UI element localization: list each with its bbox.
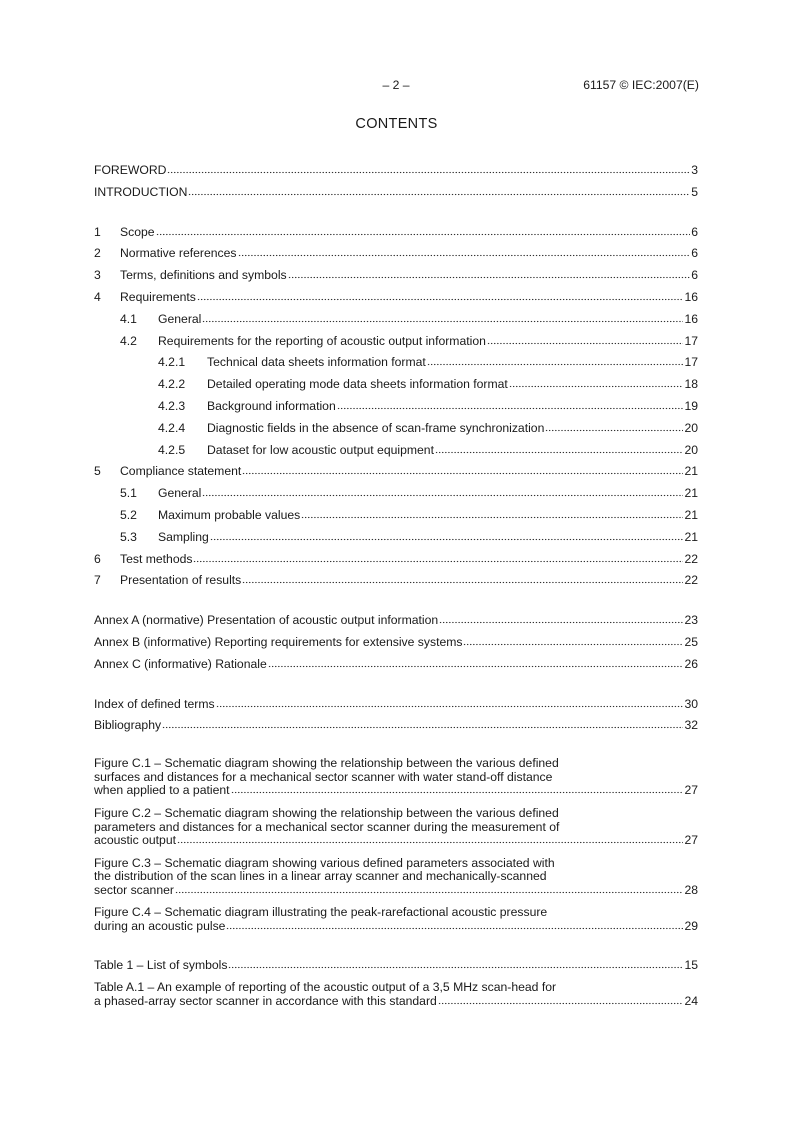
toc-entry-page: 17 — [684, 333, 698, 348]
toc-entry-page: 17 — [684, 355, 698, 370]
toc-entry-number: 4.2.2 — [158, 377, 186, 392]
toc-entry-number: 4 — [94, 289, 101, 304]
toc-entry-title: Test methods — [120, 551, 193, 566]
toc-entry-page: 5 — [691, 184, 698, 199]
page-number-marker: – 2 – — [382, 78, 410, 92]
toc-entry[interactable] — [94, 757, 698, 798]
toc-entry[interactable] — [94, 981, 698, 1008]
leader-dots — [210, 531, 684, 541]
toc-entry[interactable] — [94, 243, 698, 265]
toc-entry-title-line — [94, 920, 698, 934]
toc-entry[interactable] — [94, 160, 698, 182]
toc-entry[interactable] — [94, 352, 698, 374]
document-reference: 61157 © IEC:2007(E) — [583, 78, 699, 92]
toc-back-matter — [94, 694, 698, 738]
leader-dots — [242, 465, 683, 475]
leader-dots — [193, 553, 683, 563]
toc-entry-title: Terms, definitions and symbols — [120, 268, 287, 283]
leader-dots — [545, 422, 683, 432]
leader-dots — [427, 356, 684, 366]
toc-entry[interactable] — [94, 374, 698, 396]
toc-entry-page: 21 — [684, 529, 698, 544]
toc-entry-title: Diagnostic fields in the absence of scan-frame synchronization — [207, 420, 545, 435]
toc-entry-number: 7 — [94, 573, 101, 588]
toc-entry[interactable] — [94, 694, 698, 716]
toc-entry-page: 6 — [691, 268, 698, 283]
toc-entry-title: Bibliography — [94, 718, 162, 733]
leader-dots — [337, 400, 684, 410]
toc-entry-number: 2 — [94, 246, 101, 261]
toc-entry[interactable] — [94, 959, 698, 973]
leader-dots — [509, 378, 684, 388]
toc-tables — [94, 959, 698, 1009]
toc-entry-page: 30 — [684, 696, 698, 711]
toc-entry-title-line — [94, 884, 698, 898]
toc-entry-page: 20 — [684, 420, 698, 435]
toc-entry-page: 21 — [684, 464, 698, 479]
toc-entry-title-line — [94, 959, 698, 973]
toc-entry[interactable] — [94, 654, 698, 676]
toc-entry-number: 4.1 — [120, 311, 137, 326]
toc-entry[interactable] — [94, 287, 698, 309]
page-title: CONTENTS — [355, 116, 438, 132]
leader-dots — [202, 487, 683, 497]
toc-entry[interactable] — [94, 331, 698, 353]
toc-entry[interactable] — [94, 857, 698, 898]
toc-entry-number: 4.2.4 — [158, 420, 186, 435]
toc-annexes — [94, 610, 698, 675]
toc-entry[interactable] — [94, 549, 698, 571]
toc-entry-title: during an acoustic pulse — [94, 919, 226, 934]
toc-entry-title: Scope — [120, 224, 155, 239]
toc-entry-title-line: Figure C.1 – Schematic diagram showing the relationship between the various defined — [94, 756, 559, 771]
toc-entry-title: Maximum probable values — [158, 507, 301, 522]
toc-entry-title-line: parameters and distances for a mechanical sector scanner during the measurement of — [94, 819, 560, 834]
toc-entry-page: 32 — [684, 718, 698, 733]
toc-entry-title: Dataset for low acoustic output equipment — [207, 442, 434, 457]
toc-entry-title-line: Table A.1 – An example of reporting of the acoustic output of a 3,5 MHz scan-head for — [94, 980, 557, 995]
toc-entry-page: 15 — [684, 957, 698, 972]
toc-entry-title: Index of defined terms — [94, 696, 215, 711]
toc-entry[interactable] — [94, 610, 698, 632]
toc-entry-title: Compliance statement — [120, 464, 242, 479]
leader-dots — [238, 247, 691, 257]
toc-entry-page: 20 — [684, 442, 698, 457]
leader-dots — [231, 784, 684, 794]
leader-dots — [162, 719, 683, 729]
leader-dots — [242, 574, 683, 584]
toc-entry-title: Background information — [207, 398, 336, 413]
leader-dots — [156, 226, 691, 236]
toc-entry-number: 4.2.5 — [158, 442, 186, 457]
toc-entry-title: Technical data sheets information format — [207, 355, 426, 370]
toc-entry[interactable] — [94, 222, 698, 244]
leader-dots — [268, 658, 684, 668]
leader-dots — [228, 959, 683, 969]
toc-entry-page: 23 — [684, 613, 698, 628]
toc-entry-title: FOREWORD — [94, 163, 167, 177]
toc-entry-title: Requirements — [120, 289, 196, 304]
toc-entry-title: General — [158, 311, 202, 326]
leader-dots — [188, 186, 690, 196]
toc-entry-page: 21 — [684, 486, 698, 501]
toc-entry[interactable] — [94, 570, 698, 592]
toc-entry-title: sector scanner — [94, 882, 174, 897]
toc-entry-title: when applied to a patient — [94, 783, 230, 798]
toc-entry-title-line — [94, 784, 698, 798]
toc-entry-title: INTRODUCTION — [94, 184, 188, 199]
leader-dots — [216, 698, 684, 708]
toc-figures — [94, 757, 698, 934]
toc-entry-number: 6 — [94, 551, 101, 566]
toc-entry[interactable] — [94, 483, 698, 505]
toc-entry-page: 21 — [684, 507, 698, 522]
leader-dots — [288, 269, 691, 279]
toc-entry[interactable] — [94, 309, 698, 331]
toc-entry-title: a phased-array sector scanner in accordance with this standard — [94, 993, 437, 1008]
toc-entry-title: Detailed operating mode data sheets information format — [207, 377, 508, 392]
toc-entry[interactable] — [94, 527, 698, 549]
toc-entry[interactable] — [94, 440, 698, 462]
toc-entry-page: 29 — [684, 919, 698, 934]
toc-entry-title-line — [94, 834, 698, 848]
toc-entry[interactable] — [94, 715, 698, 737]
toc-entry[interactable] — [94, 182, 698, 204]
leader-dots — [438, 995, 684, 1005]
toc-entry-page: 6 — [691, 246, 698, 261]
toc-entry[interactable] — [94, 632, 698, 654]
toc-entry-page: 27 — [684, 783, 698, 798]
toc-entry-title: Requirements for the reporting of acoustic output information — [158, 333, 486, 348]
toc-entry-title: Table 1 – List of symbols — [94, 957, 228, 972]
leader-dots — [175, 884, 684, 894]
toc-entry-page: 19 — [684, 398, 698, 413]
toc-entry-title: Annex B (informative) Reporting requirements for extensive systems — [94, 634, 463, 649]
leader-dots — [301, 509, 683, 519]
toc-entry-number: 5.3 — [120, 529, 137, 544]
toc-front-matter — [94, 160, 698, 204]
toc-entry-title-line: the distribution of the scan lines in a linear array scanner and mechanically-scanned — [94, 869, 547, 884]
toc-entry-number: 3 — [94, 268, 101, 283]
toc-entry-title-line: surfaces and distances for a mechanical sector scanner with water stand-off distance — [94, 769, 553, 784]
toc-entry-title-line: Figure C.4 – Schematic diagram illustrating the peak-rarefactional acoustic pressure — [94, 905, 548, 920]
toc-entry-page: 16 — [684, 289, 698, 304]
toc-entry-page: 22 — [684, 573, 698, 588]
toc-entry[interactable] — [94, 807, 698, 848]
table-of-contents — [94, 160, 698, 1017]
toc-entry-number: 4.2 — [120, 333, 137, 348]
toc-entry-title-line — [94, 995, 698, 1009]
leader-dots — [435, 444, 683, 454]
toc-entry-number: 4.2.3 — [158, 398, 186, 413]
toc-entry-number: 1 — [94, 224, 101, 239]
toc-entry[interactable] — [94, 418, 698, 440]
toc-entry-page: 28 — [684, 882, 698, 897]
toc-entry[interactable] — [94, 906, 698, 933]
toc-entry-page: 16 — [684, 311, 698, 326]
toc-entry-number: 5.1 — [120, 486, 137, 501]
toc-entry[interactable] — [94, 396, 698, 418]
toc-sections — [94, 222, 698, 593]
toc-entry-number: 4.2.1 — [158, 355, 186, 370]
toc-entry-page: 18 — [684, 377, 698, 392]
toc-entry-title: Normative references — [120, 246, 237, 261]
leader-dots — [197, 291, 684, 301]
toc-entry-page: 27 — [684, 833, 698, 848]
toc-entry-title: General — [158, 486, 202, 501]
toc-entry-title: Presentation of results — [120, 573, 242, 588]
toc-entry-title: Sampling — [158, 529, 209, 544]
toc-entry[interactable] — [94, 461, 698, 483]
toc-entry-title-line: Figure C.2 – Schematic diagram showing the relationship between the various defined — [94, 805, 559, 820]
leader-dots — [167, 164, 690, 174]
toc-entry[interactable] — [94, 505, 698, 527]
toc-entry-title-line: Figure C.3 – Schematic diagram showing various defined parameters associated with — [94, 855, 555, 870]
toc-entry-page: 6 — [691, 224, 698, 239]
toc-entry-page: 3 — [691, 163, 698, 177]
toc-entry-number: 5.2 — [120, 507, 137, 522]
leader-dots — [463, 636, 683, 646]
toc-entry-title: acoustic output — [94, 833, 176, 848]
leader-dots — [177, 834, 683, 844]
toc-entry-number: 5 — [94, 464, 101, 479]
leader-dots — [202, 313, 683, 323]
toc-entry-title: Annex C (informative) Rationale — [94, 656, 267, 671]
leader-dots — [439, 614, 683, 624]
leader-dots — [226, 920, 683, 930]
toc-entry[interactable] — [94, 265, 698, 287]
leader-dots — [487, 335, 684, 345]
toc-entry-page: 24 — [684, 993, 698, 1008]
toc-entry-title: Annex A (normative) Presentation of acoustic output information — [94, 613, 439, 628]
toc-entry-page: 26 — [684, 656, 698, 671]
toc-entry-page: 25 — [684, 634, 698, 649]
toc-entry-page: 22 — [684, 551, 698, 566]
